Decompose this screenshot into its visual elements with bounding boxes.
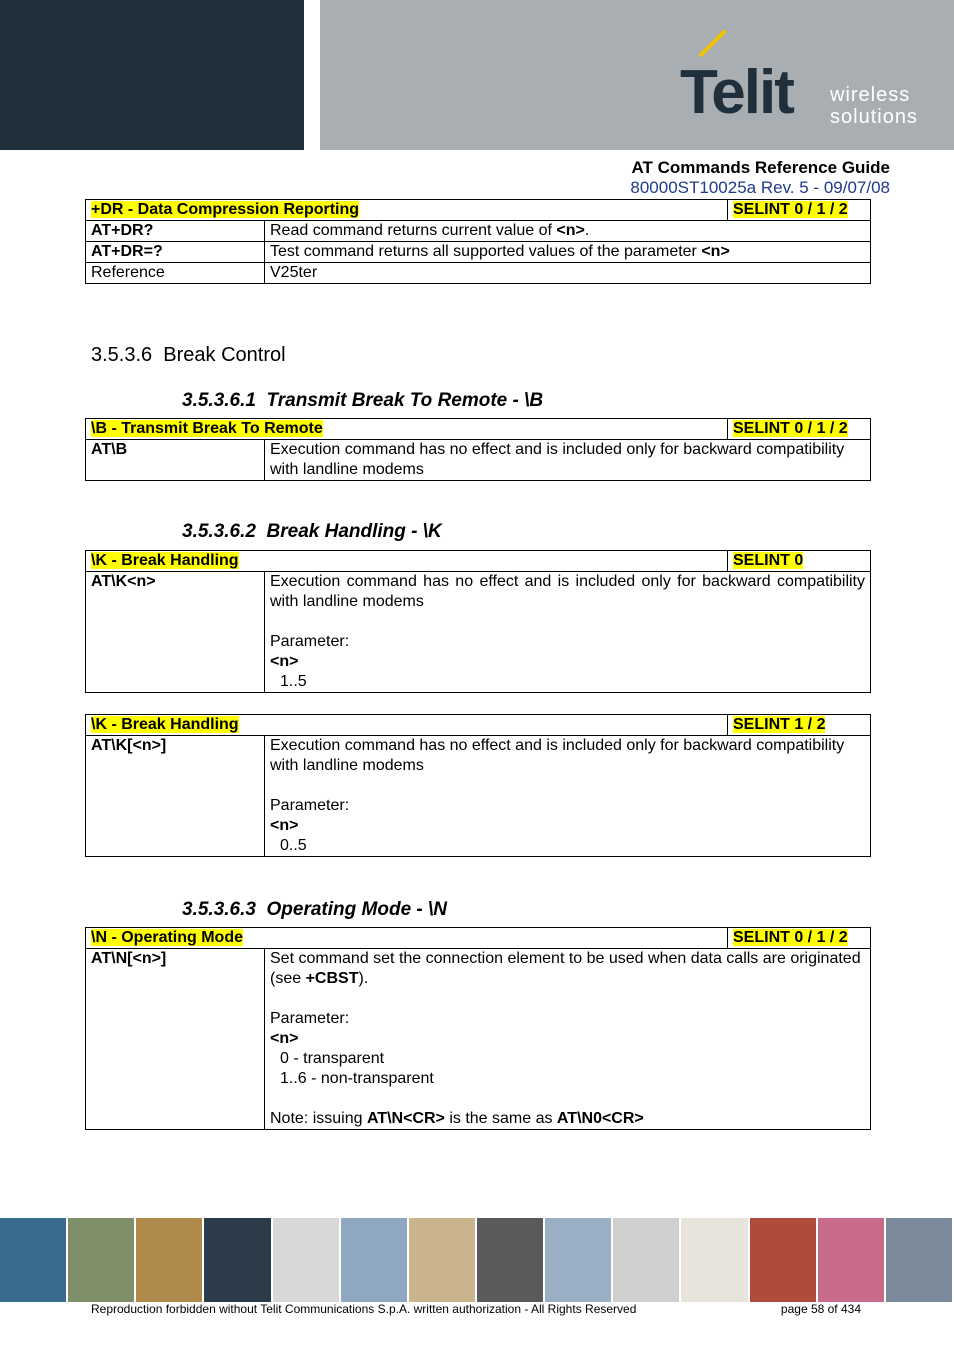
command-cell: AT\N[<n>] [86,949,265,1130]
doc-title-block [630,158,890,198]
footer-photo-tile [477,1218,545,1302]
logo-text: Telit [680,58,793,127]
section-heading: 3.5.3.6 Break Control [91,344,286,366]
operating-mode-table [85,927,871,1130]
command-cell: Reference [86,263,265,284]
description-cell: Execution command has no effect and is included only for backward compatibility with landline modems Parameter: <n> 0..5 [265,736,871,857]
dr-command-table [85,199,871,284]
selint-badge: SELINT 1 / 2 [733,716,826,733]
logo-tagline [830,84,918,128]
header-dark-panel [0,0,304,150]
footer-copyright: Reproduction forbidden without Telit Communications S.p.A. written authorization - All Rights Reserved [91,1302,637,1316]
description-cell: Test command returns all supported values of the parameter <n> [265,242,871,263]
table-row [86,440,871,481]
table-title: \B - Transmit Break To Remote [91,420,323,437]
description-cell: Execution command has no effect and is included only for backward compatibility with landline modems [265,440,871,481]
table-row [86,242,871,263]
footer-photo-tile [409,1218,477,1302]
break-handling-table-selint0 [85,550,871,693]
footer-photo-tile [681,1218,749,1302]
footer-photo-tile [818,1218,886,1302]
description-cell: Set command set the connection element to be used when data calls are originated (see +CBST). Parameter: <n> 0 - transparent 1..6 - non-transparent Note: issuing AT\N<CR> is the same as AT\N0<CR> [265,949,871,1130]
selint-badge: SELINT 0 / 1 / 2 [733,420,848,437]
table-row [86,572,871,693]
command-cell: AT+DR? [86,221,265,242]
footer-image-strip [0,1218,954,1302]
subsection-heading-3: 3.5.3.6.3 Operating Mode - \N [182,899,448,920]
table-header [86,419,871,440]
logo-tagline-1: wireless [830,84,911,106]
footer [91,1302,861,1316]
footer-photo-tile [0,1218,68,1302]
table-title: +DR - Data Compression Reporting [91,201,360,218]
table-header [86,715,871,736]
footer-photo-tile [545,1218,613,1302]
footer-photo-tile [750,1218,818,1302]
doc-id: 80000ST10025a Rev. 5 - 09/07/08 [630,178,890,197]
command-cell: AT+DR=? [86,242,265,263]
table-row [86,221,871,242]
table-row [86,949,871,1130]
telit-logo [680,54,940,134]
transmit-break-table [85,418,871,481]
selint-badge: SELINT 0 / 1 / 2 [733,201,848,218]
footer-photo-tile [273,1218,341,1302]
subsection-heading-1: 3.5.3.6.1 Transmit Break To Remote - \B [182,390,544,411]
subsection-heading-2: 3.5.3.6.2 Break Handling - \K [182,521,442,542]
command-cell: AT\B [86,440,265,481]
footer-photo-tile [136,1218,204,1302]
selint-badge: SELINT 0 / 1 / 2 [733,929,848,946]
description-cell: V25ter [265,263,871,284]
table-header [86,551,871,572]
selint-badge: SELINT 0 [733,552,804,569]
table-title: \N - Operating Mode [91,929,243,946]
command-cell: AT\K[<n>] [86,736,265,857]
table-row [86,736,871,857]
footer-photo-tile [68,1218,136,1302]
page-number: page 58 of 434 [780,1302,861,1316]
footer-photo-tile [886,1218,954,1302]
table-title: \K - Break Handling [91,716,239,733]
command-cell: AT\K<n> [86,572,265,693]
description-cell: Read command returns current value of <n>. [265,221,871,242]
table-header [86,200,871,221]
footer-photo-tile [341,1218,409,1302]
table-row [86,263,871,284]
footer-photo-tile [613,1218,681,1302]
doc-title: AT Commands Reference Guide [631,158,890,177]
break-handling-table-selint12 [85,714,871,857]
table-title: \K - Break Handling [91,552,239,569]
description-cell: Execution command has no effect and is included only for backward compatibility with landline modems Parameter: <n> 1..5 [265,572,871,693]
table-header [86,928,871,949]
footer-photo-tile [204,1218,272,1302]
logo-tagline-2: solutions [830,106,918,128]
